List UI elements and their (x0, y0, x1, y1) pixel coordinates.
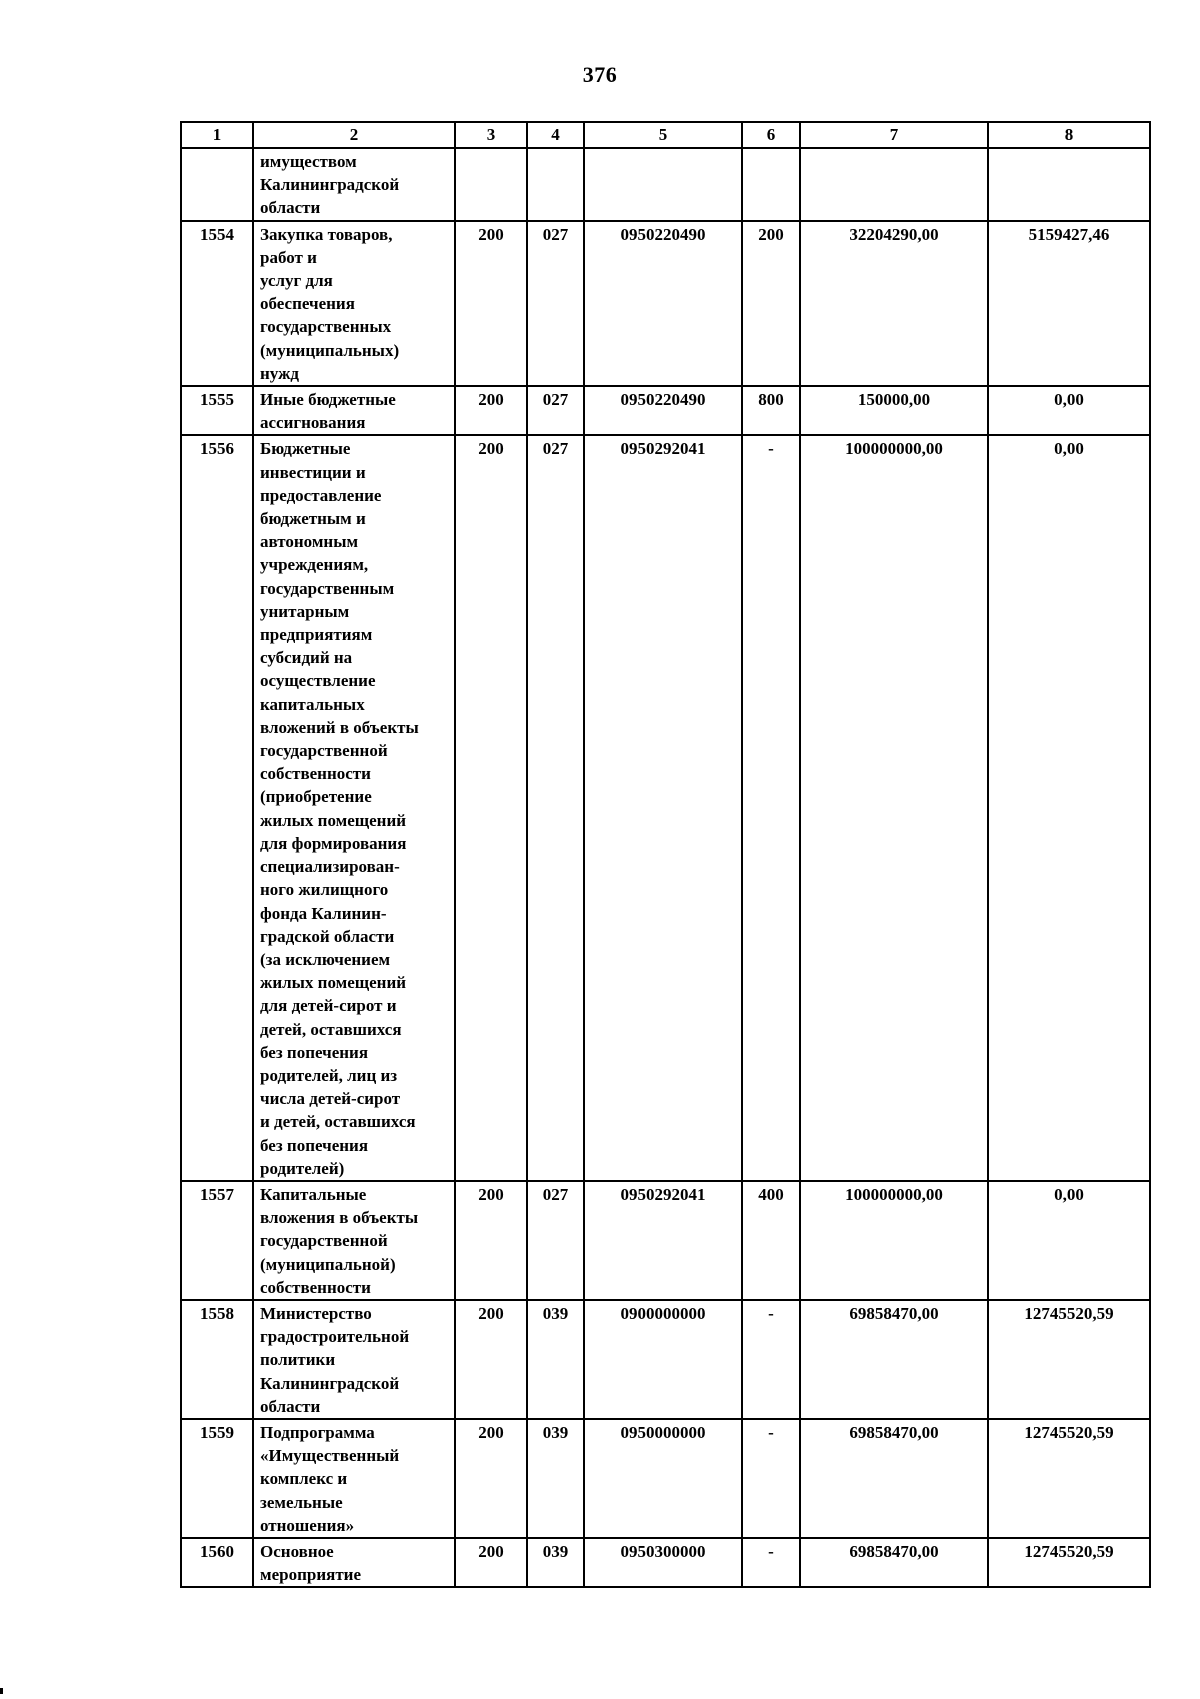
row-description: Подпрограмма «Имущественный комплекс и земельные отношения» (253, 1419, 455, 1538)
row-description: Закупка товаров, работ и услуг для обеспечения государственных (муниципальных) нужд (253, 221, 455, 386)
header-cell-6: 6 (742, 122, 800, 148)
row-code-5 (584, 148, 742, 221)
row-description: Капитальные вложения в объекты государственной (муниципальной) собственности (253, 1181, 455, 1300)
table-row (181, 1181, 1150, 1300)
row-description: Основное мероприятие (253, 1538, 455, 1587)
row-amount-8: 12745520,59 (988, 1538, 1150, 1587)
row-code-5: 0950300000 (584, 1538, 742, 1587)
row-amount-8 (988, 148, 1150, 221)
row-amount-7: 32204290,00 (800, 221, 988, 386)
row-code-4: 039 (527, 1419, 584, 1538)
row-code-6: - (742, 435, 800, 1181)
row-amount-7: 69858470,00 (800, 1419, 988, 1538)
row-amount-8: 12745520,59 (988, 1300, 1150, 1419)
header-cell-7: 7 (800, 122, 988, 148)
row-code-3 (455, 148, 527, 221)
row-number: 1558 (181, 1300, 253, 1419)
table-row (181, 1300, 1150, 1419)
row-code-4: 039 (527, 1300, 584, 1419)
row-code-4: 027 (527, 221, 584, 386)
header-cell-3: 3 (455, 122, 527, 148)
page-number: 376 (582, 62, 618, 87)
row-code-4: 027 (527, 386, 584, 435)
row-description: Министерство градостроительной политики Калининградской области (253, 1300, 455, 1419)
row-code-5: 0950220490 (584, 386, 742, 435)
table-row (181, 1538, 1150, 1587)
row-code-5: 0950292041 (584, 1181, 742, 1300)
row-code-3: 200 (455, 386, 527, 435)
row-code-6: - (742, 1538, 800, 1587)
row-number: 1555 (181, 386, 253, 435)
table-row (181, 386, 1150, 435)
row-amount-8: 0,00 (988, 435, 1150, 1181)
row-code-6: - (742, 1300, 800, 1419)
row-number (181, 148, 253, 221)
budget-table (180, 121, 1151, 1588)
row-number: 1559 (181, 1419, 253, 1538)
row-code-4 (527, 148, 584, 221)
row-code-4: 027 (527, 435, 584, 1181)
header-cell-2: 2 (253, 122, 455, 148)
header-cell-4: 4 (527, 122, 584, 148)
row-code-5: 0950220490 (584, 221, 742, 386)
table-row (181, 221, 1150, 386)
row-code-6: 800 (742, 386, 800, 435)
row-code-4: 039 (527, 1538, 584, 1587)
row-amount-7: 100000000,00 (800, 435, 988, 1181)
row-description: Бюджетные инвестиции и предоставление бюджетным и автономным учреждениям, государственным унитарным предприятиям субсидий на осуществление капитальных вложений в объекты государственной собственности (приобретение жилых помещений для формирования специализирован- ного жилищного фонда Калинин- градской области (за исключением жилых помещений для детей-сирот и детей, оставшихся без попечения родителей, лиц из числа детей-сирот и детей, оставшихся без попечения родителей) (253, 435, 455, 1181)
row-amount-7: 69858470,00 (800, 1300, 988, 1419)
table-row (181, 148, 1150, 221)
table-row (181, 435, 1150, 1181)
row-code-6: 400 (742, 1181, 800, 1300)
row-code-6: - (742, 1419, 800, 1538)
row-code-3: 200 (455, 221, 527, 386)
table-row (181, 1419, 1150, 1538)
row-code-3: 200 (455, 1181, 527, 1300)
row-number: 1554 (181, 221, 253, 386)
row-amount-8: 12745520,59 (988, 1419, 1150, 1538)
row-code-5: 0950292041 (584, 435, 742, 1181)
row-code-3: 200 (455, 1538, 527, 1587)
row-code-3: 200 (455, 1300, 527, 1419)
row-amount-7: 100000000,00 (800, 1181, 988, 1300)
row-code-6 (742, 148, 800, 221)
header-cell-1: 1 (181, 122, 253, 148)
row-amount-8: 0,00 (988, 386, 1150, 435)
row-number: 1556 (181, 435, 253, 1181)
row-amount-7: 150000,00 (800, 386, 988, 435)
row-code-4: 027 (527, 1181, 584, 1300)
row-code-3: 200 (455, 435, 527, 1181)
row-code-5: 0900000000 (584, 1300, 742, 1419)
row-number: 1560 (181, 1538, 253, 1587)
row-code-3: 200 (455, 1419, 527, 1538)
row-amount-8: 0,00 (988, 1181, 1150, 1300)
row-code-6: 200 (742, 221, 800, 386)
header-row (181, 122, 1150, 148)
row-code-5: 0950000000 (584, 1419, 742, 1538)
row-amount-7: 69858470,00 (800, 1538, 988, 1587)
row-amount-7 (800, 148, 988, 221)
row-description: Иные бюджетные ассигнования (253, 386, 455, 435)
header-cell-5: 5 (584, 122, 742, 148)
header-cell-8: 8 (988, 122, 1150, 148)
row-description: имуществом Калининградской области (253, 148, 455, 221)
scan-edge-mark (0, 1688, 3, 1694)
row-amount-8: 5159427,46 (988, 221, 1150, 386)
row-number: 1557 (181, 1181, 253, 1300)
